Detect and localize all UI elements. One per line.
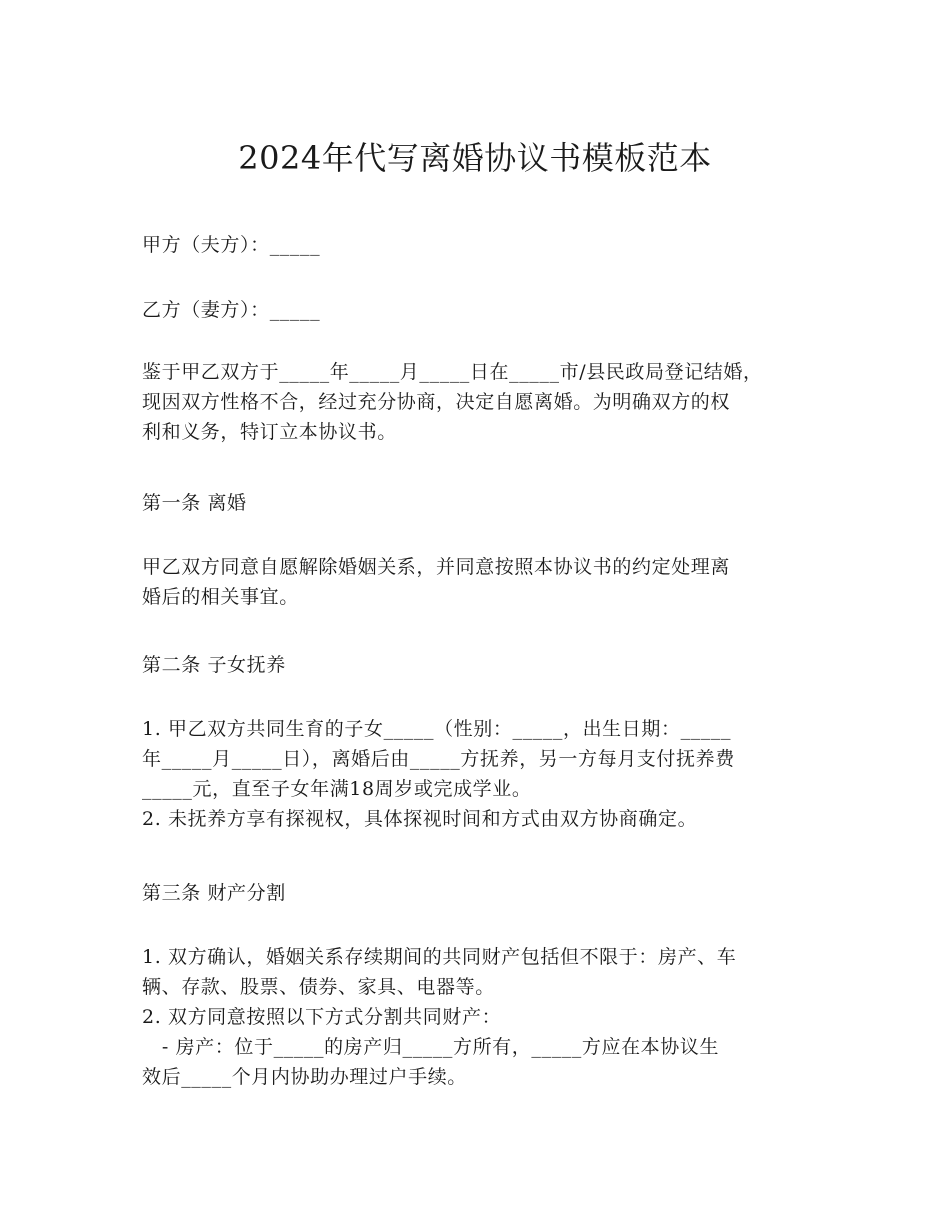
body-line: 婚后的相关事宜。 xyxy=(142,586,299,608)
party-a-text: 甲方（夫方）：_____ xyxy=(142,234,321,256)
document-title: 2024年代写离婚协议书模板范本 xyxy=(238,139,712,177)
list-item-line: _____元，直至子女年满18周岁或完成学业。 xyxy=(142,778,532,800)
preamble-line: 现因双方性格不合，经过充分协商，决定自愿离婚。为明确双方的权 xyxy=(142,391,731,413)
party-b-text: 乙方（妻方）：_____ xyxy=(142,299,321,321)
preamble-paragraph xyxy=(142,357,822,447)
preamble-line: 鉴于甲乙双方于_____年_____月_____日在_____市/县民政局登记结婚， xyxy=(142,361,763,383)
preamble-line: 利和义务，特订立本协议书。 xyxy=(142,421,397,443)
list-item-line: 2. 双方同意按照以下方式分割共同财产： xyxy=(142,1006,502,1028)
article-3-body xyxy=(142,942,822,1092)
section-heading: 第三条 财产分割 xyxy=(142,882,286,904)
party-a-line xyxy=(142,230,822,260)
list-item-line: 年_____月_____日），离婚后由_____方抚养，另一方每月支付抚养费 xyxy=(142,748,735,770)
section-heading: 第二条 子女抚养 xyxy=(142,654,286,676)
article-1-heading xyxy=(142,488,822,518)
list-item-line: 辆、存款、股票、债券、家具、电器等。 xyxy=(142,976,495,998)
list-item-line: - 房产：位于_____的房产归_____方所有，_____方应在本协议生 xyxy=(142,1036,720,1058)
body-line: 甲乙双方同意自愿解除婚姻关系，并同意按照本协议书的约定处理离 xyxy=(142,556,731,578)
article-3-heading xyxy=(142,878,822,908)
list-item-line: 1. 甲乙双方共同生育的子女_____（性别：_____，出生日期：_____ xyxy=(142,718,732,740)
article-2-heading xyxy=(142,650,822,680)
list-item-line: 1. 双方确认，婚姻关系存续期间的共同财产包括但不限于：房产、车 xyxy=(142,946,737,968)
article-1-body xyxy=(142,552,822,612)
section-heading: 第一条 离婚 xyxy=(142,492,247,514)
article-2-body xyxy=(142,714,822,834)
party-b-line xyxy=(142,295,822,325)
list-item-line: 效后_____个月内协助办理过户手续。 xyxy=(142,1066,467,1088)
list-item-line: 2. 未抚养方享有探视权，具体探视时间和方式由双方协商确定。 xyxy=(142,808,698,830)
